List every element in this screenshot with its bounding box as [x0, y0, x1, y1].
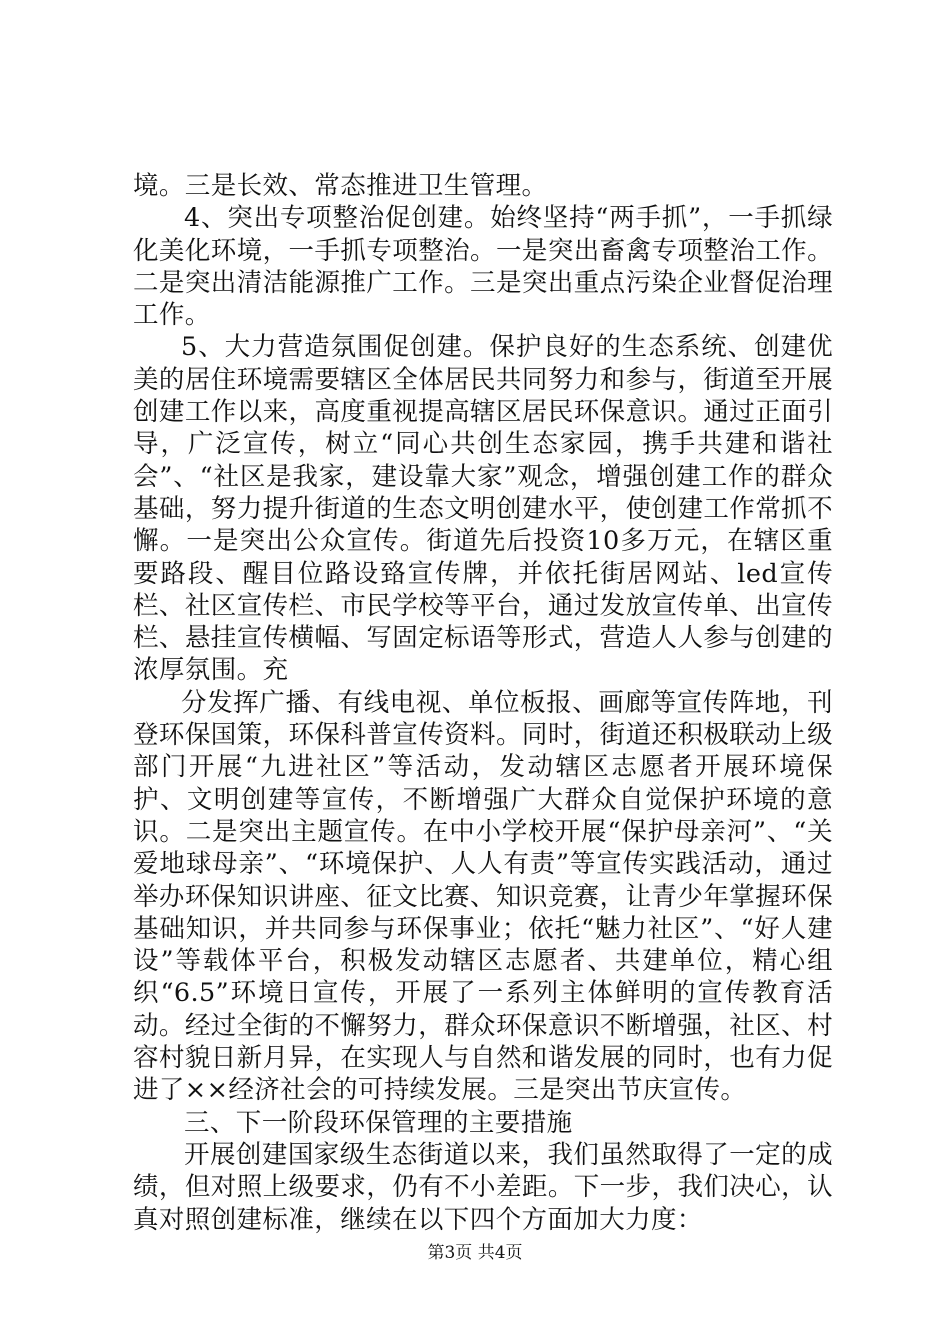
paragraph-2: 4、突出专项整治促创建。始终坚持“两手抓”，一手抓绿化美化环境，一手抓专项整治。一是突出畜禽专项整治工作。二是突出清洁能源推广工作。三是突出重点污染企业督促治理工作。 — [133, 203, 833, 331]
paragraph-5: 开展创建国家级生态街道以来，我们虽然取得了一定的成绩，但对照上级要求，仍有不小差距。下一步，我们决心，认真对照创建标准，继续在以下四个方面加大力度： — [133, 1139, 833, 1235]
page-number-footer: 第3页 共4页 — [427, 1243, 523, 1263]
paragraph-4: 分发挥广播、有线电视、单位板报、画廊等宣传阵地，刊登环保国策，环保科普宣传资料。同时，街道还积极联动上级部门开展“九进社区”等活动，发动辖区志愿者开展环境保护、文明创建等宣传，不断增强广大群众自觉保护环境的意识。二是突出主题宣传。在中小学校开展“保护母亲河”、“关爱地球母亲”、“环境保护、人人有责”等宣传实践活动，通过举办环保知识讲座、征文比赛、知识竞赛，让青少年掌握环保基础知识，并共同参与环保事业；依托“魅力社区”、“好人建设”等载体平台，积极发动辖区志愿者、共建单位，精心组织“6.5”环境日宣传，开展了一系列主体鲜明的宣传教育活动。经过全街的不懈努力，群众环保意识不断增强，社区、村容村貌日新月异，在实现人与自然和谐发展的同时，也有力促进了××经济社会的可持续发展。三是突出节庆宣传。 — [133, 687, 833, 1106]
section-heading: 三、下一阶段环保管理的主要措施 — [184, 1107, 573, 1138]
paragraph-1: 境。三是长效、常态推进卫生管理。 — [133, 171, 548, 201]
document-body — [133, 170, 833, 1236]
paragraph-3: 5、大力营造氛围促创建。保护良好的生态系统、创建优美的居住环境需要辖区全体居民共同努力和参与，街道至开展创建工作以来，高度重视提高辖区居民环保意识。通过正面引导，广泛宣传，树立“同心共创生态家园，携手共建和谐社会”、“社区是我家，建设靠大家”观念，增强创建工作的群众基础，努力提升街道的生态文明创建水平，使创建工作常抓不懈。一是突出公众宣传。街道先后投资10多万元，在辖区重要路段、醒目位路设臵宣传牌，并依托街居网站、led宣传栏、社区宣传栏、市民学校等平台，通过发放宣传单、出宣传栏、悬挂宣传横幅、写固定标语等形式，营造人人参与创建的浓厚氛围。充 — [133, 332, 833, 686]
